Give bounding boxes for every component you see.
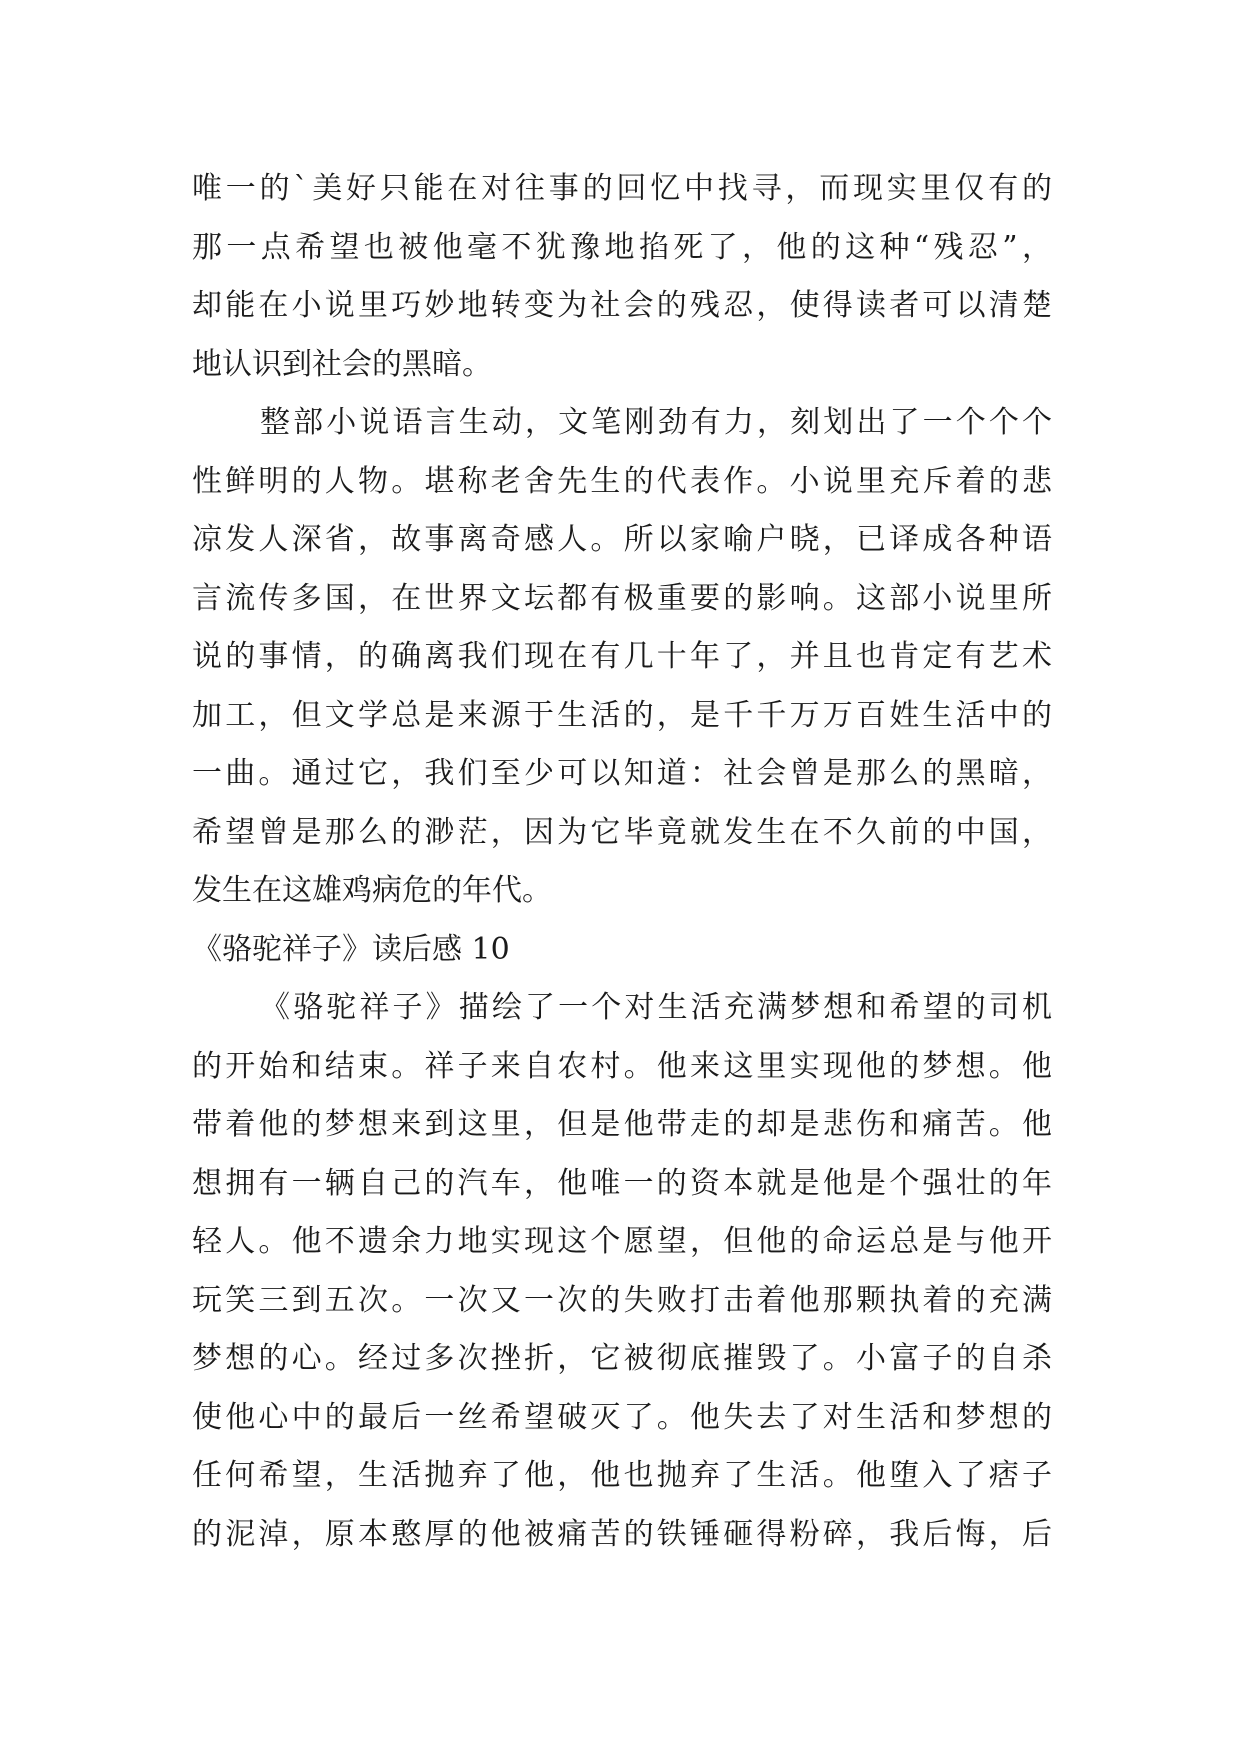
paragraph-2 (192, 394, 1052, 921)
text-line: 整部小说语言生动，文笔刚劲有力，刻划出了一个个个 (260, 405, 1052, 440)
text-line: 的泥淖，原本憨厚的他被痛苦的铁锤砸得粉碎，我后悔，后 (192, 1516, 1052, 1552)
text-line: 性鲜明的人物。堪称老舍先生的代表作。小说里充斥着的悲 (192, 463, 1052, 499)
text-line: 《骆驼祥子》描绘了一个对生活充满梦想和希望的司机 (260, 990, 1052, 1025)
text-line: 说的事情，的确离我们现在有几十年了，并且也肯定有艺术 (192, 639, 1052, 674)
text-line: 一曲。通过它，我们至少可以知道：社会曾是那么的黑暗， (192, 756, 1052, 791)
text-line: 加工，但文学总是来源于生活的，是千千万万百姓生活中的 (192, 697, 1052, 733)
section-heading: 《骆驼祥子》读后感 10 (192, 931, 510, 967)
text-line: 梦想的心。经过多次挫折，它被彻底摧毁了。小富子的自杀 (192, 1341, 1052, 1376)
text-line: 使他心中的最后一丝希望破灭了。他失去了对生活和梦想的 (192, 1399, 1052, 1435)
paragraph-1 (192, 160, 1052, 394)
text-line: 轻人。他不遗余力地实现这个愿望，但他的命运总是与他开 (192, 1224, 1052, 1259)
text-line: 带着他的梦想来到这里，但是他带走的却是悲伤和痛苦。他 (192, 1107, 1052, 1142)
paragraph-3 (192, 979, 1052, 1564)
text-line: 唯一的`美好只能在对往事的回忆中找寻，而现实里仅有的 (192, 171, 1052, 206)
text-line: 言流传多国，在世界文坛都有极重要的影响。这部小说里所 (192, 580, 1052, 616)
text-line: 玩笑三到五次。一次又一次的失败打击着他那颗执着的充满 (192, 1282, 1052, 1318)
text-line: 却能在小说里巧妙地转变为社会的残忍，使得读者可以清楚 (192, 288, 1052, 323)
text-line: 那一点希望也被他毫不犹豫地掐死了，他的这种“残忍”， (192, 229, 1052, 265)
document-page (192, 160, 1052, 1564)
text-line: 想拥有一辆自己的汽车，他唯一的资本就是他是个强壮的年 (192, 1165, 1052, 1201)
text-line: 发生在这雄鸡病危的年代。 (192, 873, 552, 908)
text-line: 地认识到社会的黑暗。 (192, 346, 492, 382)
text-line: 凉发人深省，故事离奇感人。所以家喻户晓，已译成各种语 (192, 522, 1052, 557)
text-line: 的开始和结束。祥子来自农村。他来这里实现他的梦想。他 (192, 1048, 1052, 1084)
text-line: 任何希望，生活抛弃了他，他也抛弃了生活。他堕入了痞子 (192, 1458, 1052, 1493)
text-line: 希望曾是那么的渺茫，因为它毕竟就发生在不久前的中国， (192, 814, 1052, 850)
